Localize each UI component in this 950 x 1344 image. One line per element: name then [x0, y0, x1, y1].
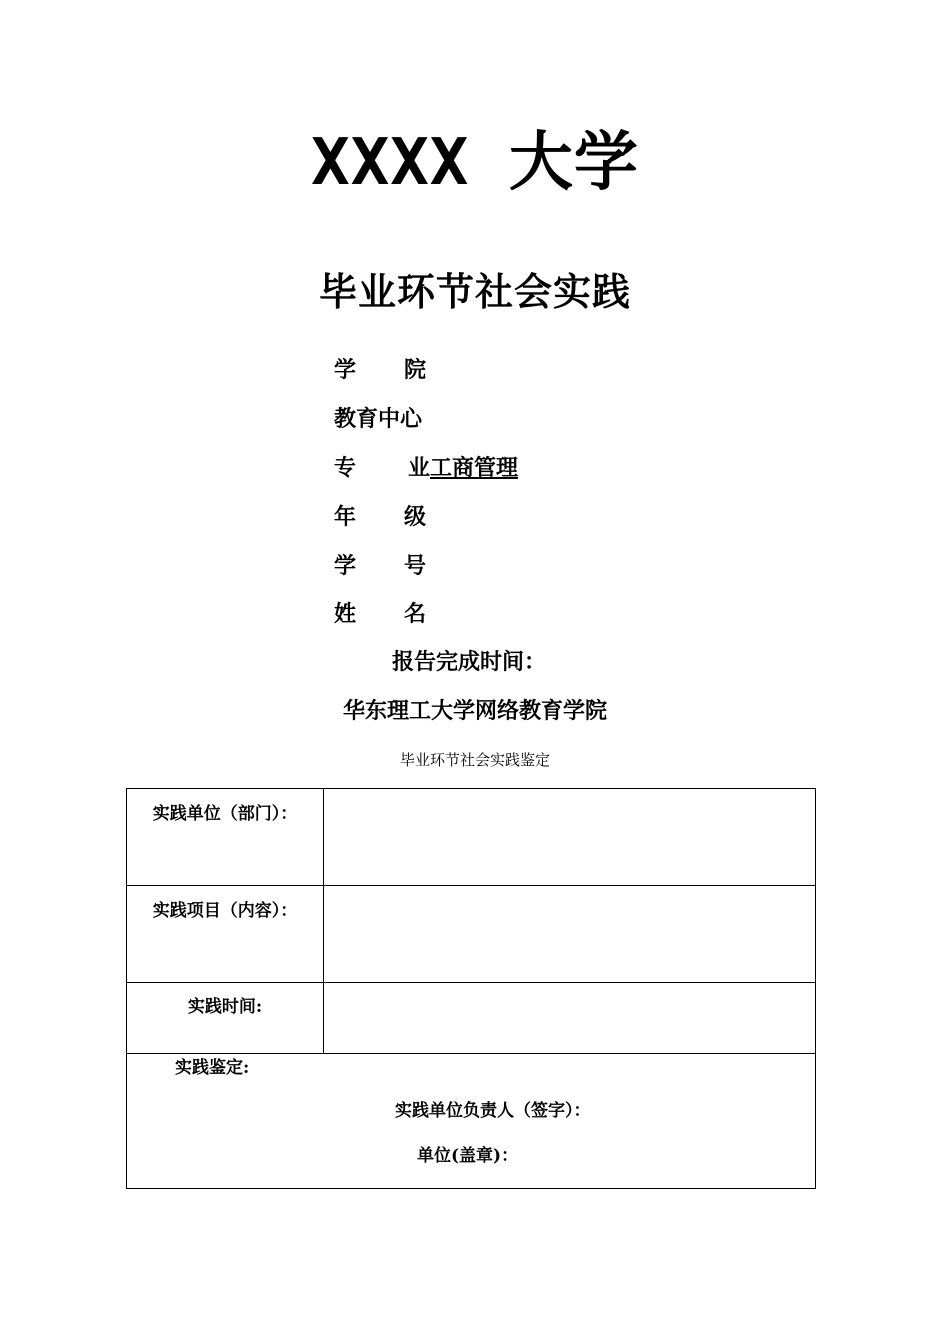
center-field	[334, 402, 422, 436]
unit-value-cell	[324, 789, 816, 886]
table-row	[127, 1054, 816, 1189]
grade-label: 年级	[334, 504, 475, 530]
major-value: 工商管理	[430, 455, 519, 481]
major-label: 专	[334, 455, 357, 481]
college-label: 学院	[334, 357, 475, 383]
grade-field	[334, 500, 475, 534]
seal-label: 单位(盖章)：	[417, 1146, 519, 1166]
project-value-cell	[324, 886, 816, 983]
report-time-label: 报告完成时间：	[392, 649, 547, 675]
table-row	[127, 789, 816, 886]
signature-label: 实践单位负责人（签字）：	[395, 1101, 591, 1121]
name-label: 姓名	[334, 601, 475, 627]
center-label: 教育中心	[334, 406, 423, 432]
name-field	[334, 597, 475, 631]
project-label: 实践项目（内容）：	[127, 886, 324, 983]
school-name: 华东理工大学网络教育学院	[342, 698, 607, 724]
student-id-label: 学号	[334, 553, 475, 579]
appraisal-table	[126, 788, 816, 1189]
unit-label: 实践单位（部门）：	[127, 789, 324, 886]
time-value-cell	[324, 983, 816, 1054]
appraisal-label: 实践鉴定:	[175, 1058, 250, 1078]
document-title: 毕业环节社会实践	[318, 269, 631, 314]
table-row	[127, 983, 816, 1054]
student-id-field	[334, 549, 475, 583]
major-prefix: 业	[408, 455, 431, 481]
major-field	[334, 451, 518, 485]
time-label: 实践时间:	[127, 983, 324, 1054]
college-field	[334, 353, 475, 387]
university-name: XXXX 大学	[311, 126, 639, 200]
appraisal-cell	[127, 1054, 816, 1189]
table-row	[127, 886, 816, 983]
form-caption: 毕业环节社会实践鉴定	[399, 751, 550, 769]
